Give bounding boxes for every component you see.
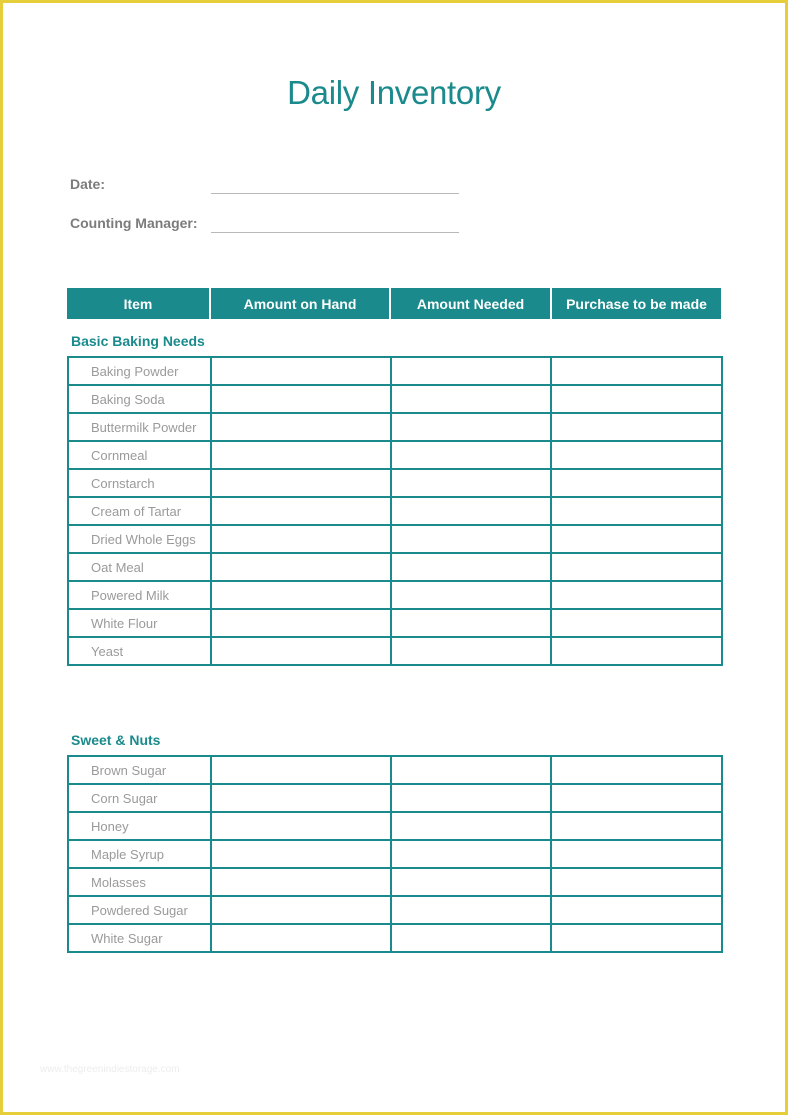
item-name: Honey [68,812,211,840]
purchase-cell[interactable] [551,469,722,497]
table-row [68,609,722,637]
amount-on-hand-cell[interactable] [211,525,391,553]
item-name: Buttermilk Powder [68,413,211,441]
amount-needed-cell[interactable] [391,357,551,385]
amount-needed-cell[interactable] [391,497,551,525]
table-row [68,868,722,896]
purchase-cell[interactable] [551,609,722,637]
table-row [68,896,722,924]
purchase-cell[interactable] [551,581,722,609]
purchase-cell[interactable] [551,784,722,812]
table-row [68,924,722,952]
table-row [68,756,722,784]
item-name: Corn Sugar [68,784,211,812]
item-name: Powdered Sugar [68,896,211,924]
purchase-cell[interactable] [551,868,722,896]
date-label: Date: [70,176,106,192]
amount-on-hand-cell[interactable] [211,581,391,609]
table-row [68,497,722,525]
table-row [68,357,722,385]
amount-needed-cell[interactable] [391,784,551,812]
item-name: Brown Sugar [68,756,211,784]
item-name: Oat Meal [68,553,211,581]
purchase-cell[interactable] [551,413,722,441]
amount-needed-cell[interactable] [391,609,551,637]
header-item: Item [67,288,209,319]
purchase-cell[interactable] [551,553,722,581]
table-row [68,581,722,609]
amount-on-hand-cell[interactable] [211,756,391,784]
table-row [68,413,722,441]
amount-needed-cell[interactable] [391,469,551,497]
item-name: White Flour [68,609,211,637]
purchase-cell[interactable] [551,385,722,413]
date-field[interactable] [211,193,459,194]
item-name: Baking Powder [68,357,211,385]
inventory-table-basic-baking [67,356,723,666]
table-row [68,469,722,497]
inventory-table-sweet-nuts [67,755,723,953]
amount-on-hand-cell[interactable] [211,637,391,665]
amount-on-hand-cell[interactable] [211,924,391,952]
amount-needed-cell[interactable] [391,868,551,896]
item-name: Dried Whole Eggs [68,525,211,553]
purchase-cell[interactable] [551,357,722,385]
amount-on-hand-cell[interactable] [211,385,391,413]
amount-needed-cell[interactable] [391,840,551,868]
amount-needed-cell[interactable] [391,896,551,924]
amount-on-hand-cell[interactable] [211,840,391,868]
item-name: Powered Milk [68,581,211,609]
item-name: Baking Soda [68,385,211,413]
purchase-cell[interactable] [551,756,722,784]
amount-on-hand-cell[interactable] [211,553,391,581]
table-row [68,525,722,553]
section-title-basic-baking-needs: Basic Baking Needs [71,333,205,349]
item-name: Cornmeal [68,441,211,469]
table-row [68,784,722,812]
table-row [68,553,722,581]
purchase-cell[interactable] [551,497,722,525]
item-name: Cornstarch [68,469,211,497]
purchase-cell[interactable] [551,441,722,469]
table-row [68,637,722,665]
item-name: White Sugar [68,924,211,952]
amount-needed-cell[interactable] [391,525,551,553]
amount-on-hand-cell[interactable] [211,609,391,637]
counting-manager-label: Counting Manager: [70,215,198,231]
item-name: Cream of Tartar [68,497,211,525]
table-row [68,840,722,868]
amount-on-hand-cell[interactable] [211,413,391,441]
header-purchase-to-be-made: Purchase to be made [552,288,721,319]
page-title: Daily Inventory [287,74,501,111]
header-amount-on-hand: Amount on Hand [211,288,389,319]
amount-needed-cell[interactable] [391,756,551,784]
header-amount-needed: Amount Needed [391,288,550,319]
purchase-cell[interactable] [551,812,722,840]
section-title-sweet-nuts: Sweet & Nuts [71,732,161,748]
purchase-cell[interactable] [551,896,722,924]
amount-needed-cell[interactable] [391,385,551,413]
amount-needed-cell[interactable] [391,413,551,441]
amount-needed-cell[interactable] [391,924,551,952]
purchase-cell[interactable] [551,637,722,665]
amount-on-hand-cell[interactable] [211,441,391,469]
purchase-cell[interactable] [551,840,722,868]
amount-on-hand-cell[interactable] [211,469,391,497]
purchase-cell[interactable] [551,924,722,952]
amount-on-hand-cell[interactable] [211,896,391,924]
item-name: Molasses [68,868,211,896]
table-row [68,441,722,469]
amount-needed-cell[interactable] [391,637,551,665]
watermark: www.thegreenindiestorage.com [40,1064,180,1075]
table-row [68,385,722,413]
amount-on-hand-cell[interactable] [211,812,391,840]
amount-on-hand-cell[interactable] [211,497,391,525]
amount-needed-cell[interactable] [391,553,551,581]
table-header [67,288,721,319]
item-name: Yeast [68,637,211,665]
counting-manager-field[interactable] [211,232,459,233]
amount-on-hand-cell[interactable] [211,784,391,812]
purchase-cell[interactable] [551,525,722,553]
amount-needed-cell[interactable] [391,581,551,609]
amount-needed-cell[interactable] [391,441,551,469]
amount-on-hand-cell[interactable] [211,357,391,385]
amount-needed-cell[interactable] [391,812,551,840]
amount-on-hand-cell[interactable] [211,868,391,896]
table-row [68,812,722,840]
item-name: Maple Syrup [68,840,211,868]
